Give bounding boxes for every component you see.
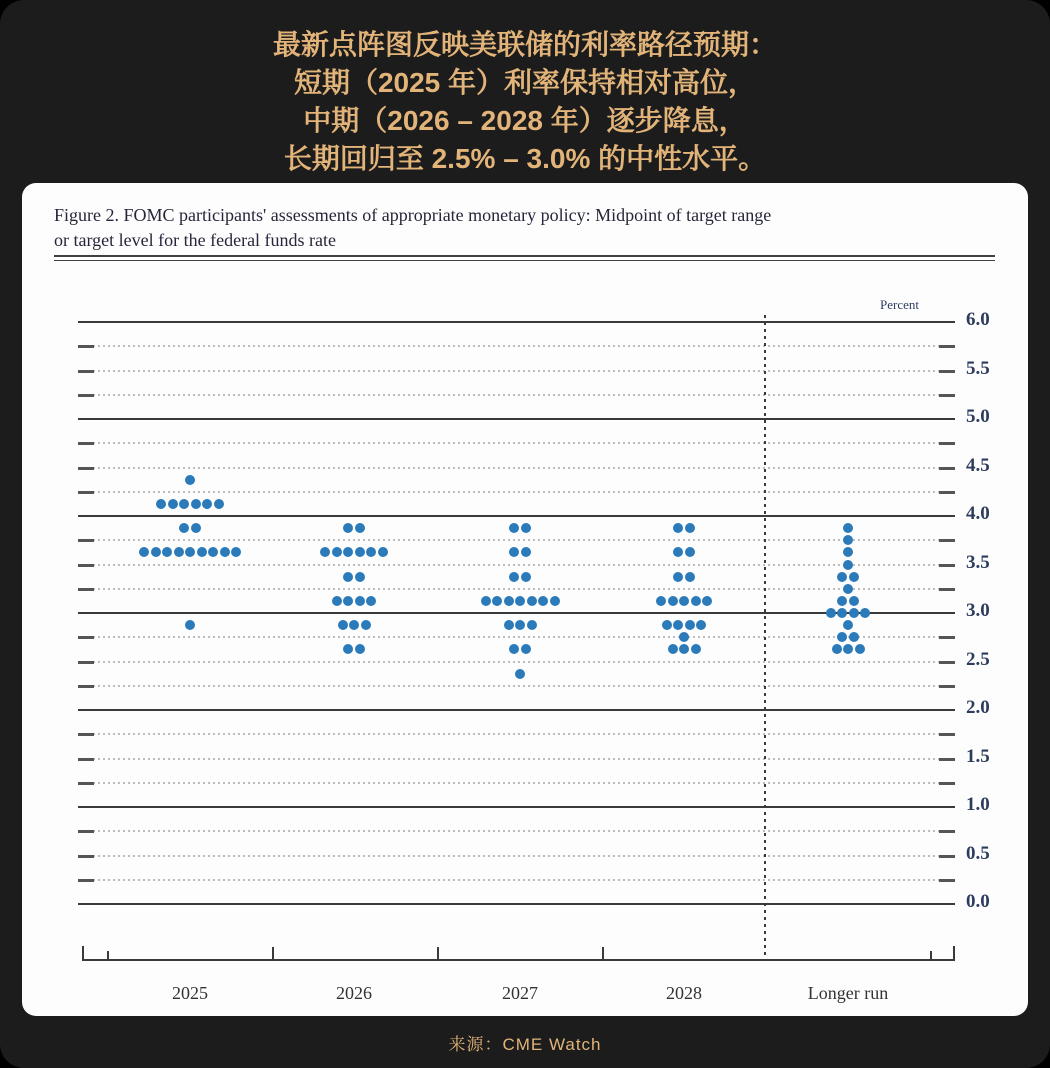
gridline-right-tick (939, 782, 955, 785)
projection-dot (837, 632, 847, 642)
gridline-dotted (78, 539, 955, 541)
gridline-solid (78, 709, 955, 711)
x-axis-label-2025: 2025 (172, 983, 208, 1003)
gridline-left-tick (78, 733, 94, 736)
chart-headline (0, 26, 1050, 178)
gridline-solid (78, 903, 955, 905)
projection-dot (702, 596, 712, 606)
y-axis-tick-label: 3.5 (966, 551, 990, 573)
gridline-right-tick (939, 588, 955, 591)
projection-dot (179, 523, 189, 533)
gridline-dotted (78, 564, 955, 566)
gridline-dotted (78, 394, 955, 396)
projection-dot (832, 644, 842, 654)
x-axis-line (82, 959, 955, 961)
projection-dot (849, 632, 859, 642)
gridline-dotted (78, 491, 955, 493)
gridline-right-tick (939, 442, 955, 445)
projection-dot (220, 547, 230, 557)
gridline-left-tick (78, 879, 94, 882)
gridline-right-tick (939, 370, 955, 373)
projection-dot (521, 644, 531, 654)
x-axis-label-2026: 2026 (336, 983, 372, 1003)
figure-panel (22, 183, 1028, 1016)
projection-dot (673, 547, 683, 557)
gridline-dotted (78, 661, 955, 663)
gridline-dotted (78, 879, 955, 881)
gridline-left-tick (78, 636, 94, 639)
gridline-right-tick (939, 467, 955, 470)
projection-dot (185, 620, 195, 630)
projection-dot (679, 644, 689, 654)
projection-dot (378, 547, 388, 557)
gridline-right-tick (939, 394, 955, 397)
gridline-right-tick (939, 733, 955, 736)
gridline-dotted (78, 758, 955, 760)
gridline-right-tick (939, 539, 955, 542)
y-axis-tick-label: 0.5 (966, 842, 990, 864)
gridline-solid (78, 418, 955, 420)
projection-dot (843, 620, 853, 630)
figure-caption-line-2: or target level for the federal funds rate (54, 230, 337, 250)
projection-dot (197, 547, 207, 557)
gridline-left-tick (78, 442, 94, 445)
projection-dot (174, 547, 184, 557)
projection-dot (843, 584, 853, 594)
x-axis-label-2027: 2027 (502, 983, 538, 1003)
projection-dot (527, 596, 537, 606)
projection-dot (151, 547, 161, 557)
x-axis-section-tick (602, 947, 604, 960)
projection-dot (343, 644, 353, 654)
y-axis-tick-label: 0.0 (966, 891, 990, 912)
x-axis-section-tick (272, 947, 274, 960)
y-axis-tick-label: 1.0 (966, 794, 990, 815)
projection-dot (656, 596, 666, 606)
projection-dot (860, 608, 870, 618)
headline-line-3: 中期（2026 – 2028 年）逐步降息， (303, 105, 747, 136)
projection-dot (355, 523, 365, 533)
x-axis-end-bracket (82, 946, 84, 960)
projection-dot (156, 499, 166, 509)
gridline-dotted (78, 467, 955, 469)
y-axis-tick-label: 4.0 (966, 503, 990, 524)
gridline-dotted (78, 782, 955, 784)
gridline-solid (78, 515, 955, 517)
projection-dot (515, 596, 525, 606)
gridline-dotted (78, 855, 955, 857)
gridline-left-tick (78, 758, 94, 761)
projection-dot (837, 596, 847, 606)
projection-dot (332, 547, 342, 557)
y-axis-tick-label: 1.5 (966, 745, 990, 767)
gridline-right-tick (939, 758, 955, 761)
projection-dot (849, 596, 859, 606)
projection-dot (550, 596, 560, 606)
x-axis-end-bracket (953, 946, 955, 960)
headline-line-4: 长期回归至 2.5% – 3.0% 的中性水平。 (283, 143, 767, 174)
projection-dot (355, 596, 365, 606)
gridline-left-tick (78, 539, 94, 542)
gridline-dotted (78, 685, 955, 687)
gridline-dotted (78, 733, 955, 735)
projection-dot (509, 547, 519, 557)
gridline-left-tick (78, 394, 94, 397)
projection-dot (843, 547, 853, 557)
gridline-left-tick (78, 830, 94, 833)
projection-dot (139, 547, 149, 557)
projection-dot (361, 620, 371, 630)
gridline-left-tick (78, 661, 94, 664)
projection-dot (504, 596, 514, 606)
projection-dot (843, 644, 853, 654)
projection-dot (366, 596, 376, 606)
x-axis-label-2028: 2028 (666, 983, 702, 1003)
projection-dot (202, 499, 212, 509)
gridline-dotted (78, 636, 955, 638)
projection-dot (185, 547, 195, 557)
headline-line-2: 短期（2025 年）利率保持相对高位， (293, 67, 757, 98)
projection-dot (826, 608, 836, 618)
projection-dot (338, 620, 348, 630)
y-axis-tick-label: 3.0 (966, 600, 990, 621)
projection-dot (855, 644, 865, 654)
headline-line-1: 最新点阵图反映美联储的利率路径预期： (272, 29, 777, 60)
y-axis-title: Percent (880, 297, 919, 312)
fomc-dot-plot (22, 183, 1028, 1016)
projection-dot (837, 572, 847, 582)
projection-dot (355, 547, 365, 557)
projection-dot (668, 596, 678, 606)
projection-dot (208, 547, 218, 557)
projection-dot (366, 547, 376, 557)
projection-dot (509, 644, 519, 654)
gridline-left-tick (78, 855, 94, 858)
y-axis-tick-label: 4.5 (966, 454, 990, 476)
projection-dot (168, 499, 178, 509)
x-axis-label-longer-run: Longer run (807, 983, 889, 1003)
gridline-right-tick (939, 345, 955, 348)
gridline-left-tick (78, 782, 94, 785)
projection-dot (685, 620, 695, 630)
projection-dot (515, 620, 525, 630)
projection-dot (179, 499, 189, 509)
projection-dot (843, 560, 853, 570)
gridline-dotted (78, 830, 955, 832)
gridline-right-tick (939, 855, 955, 858)
gridline-dotted (78, 442, 955, 444)
projection-dot (837, 608, 847, 618)
gridline-left-tick (78, 467, 94, 470)
gridline-dotted (78, 345, 955, 347)
projection-dot (691, 596, 701, 606)
projection-dot (343, 523, 353, 533)
longer-run-separator (764, 315, 766, 959)
projection-dot (673, 620, 683, 630)
projection-dot (191, 499, 201, 509)
gridline-left-tick (78, 588, 94, 591)
gridline-solid (78, 612, 955, 614)
projection-dot (527, 620, 537, 630)
projection-dot (515, 669, 525, 679)
y-axis-tick-label: 6.0 (966, 309, 990, 330)
x-axis-minor-tick (107, 951, 109, 960)
figure-caption-line-1: Figure 2. FOMC participants' assessments of appropriate monetary policy: Midpoint of target range (54, 205, 772, 225)
gridline-solid (78, 321, 955, 323)
y-axis-tick-label: 5.0 (966, 406, 990, 427)
projection-dot (320, 547, 330, 557)
projection-dot (843, 523, 853, 533)
projection-dot (231, 547, 241, 557)
projection-dot (521, 547, 531, 557)
projection-dot (162, 547, 172, 557)
projection-dot (504, 620, 514, 630)
projection-dot (509, 523, 519, 533)
projection-dot (668, 644, 678, 654)
projection-dot (521, 523, 531, 533)
projection-dot (673, 523, 683, 533)
gridline-left-tick (78, 491, 94, 494)
gridline-dotted (78, 588, 955, 590)
gridline-left-tick (78, 345, 94, 348)
projection-dot (492, 596, 502, 606)
projection-dot (662, 620, 672, 630)
projection-dot (685, 572, 695, 582)
gridline-solid (78, 806, 955, 808)
projection-dot (185, 475, 195, 485)
x-axis-section-tick (437, 947, 439, 960)
projection-dot (349, 620, 359, 630)
projection-dot (355, 644, 365, 654)
gridline-right-tick (939, 685, 955, 688)
projection-dot (679, 596, 689, 606)
projection-dot (696, 620, 706, 630)
projection-dot (685, 523, 695, 533)
gridline-right-tick (939, 830, 955, 833)
projection-dot (355, 572, 365, 582)
projection-dot (332, 596, 342, 606)
y-axis-tick-label: 2.0 (966, 697, 990, 718)
projection-dot (849, 608, 859, 618)
projection-dot (538, 596, 548, 606)
projection-dot (691, 644, 701, 654)
gridline-left-tick (78, 685, 94, 688)
gridline-right-tick (939, 879, 955, 882)
y-axis-tick-label: 2.5 (966, 648, 990, 670)
projection-dot (843, 535, 853, 545)
gridline-right-tick (939, 636, 955, 639)
projection-dot (343, 547, 353, 557)
projection-dot (509, 572, 519, 582)
source-caption: 来源：CME Watch (448, 1035, 602, 1054)
gridline-left-tick (78, 564, 94, 567)
gridline-dotted (78, 370, 955, 372)
projection-dot (214, 499, 224, 509)
projection-dot (343, 596, 353, 606)
projection-dot (521, 572, 531, 582)
gridline-left-tick (78, 370, 94, 373)
projection-dot (343, 572, 353, 582)
gridline-right-tick (939, 564, 955, 567)
projection-dot (673, 572, 683, 582)
x-axis-minor-tick (930, 951, 932, 960)
projection-dot (679, 632, 689, 642)
gridline-right-tick (939, 661, 955, 664)
y-axis-tick-label: 5.5 (966, 357, 990, 379)
projection-dot (481, 596, 491, 606)
projection-dot (685, 547, 695, 557)
gridline-right-tick (939, 491, 955, 494)
projection-dot (191, 523, 201, 533)
projection-dot (849, 572, 859, 582)
